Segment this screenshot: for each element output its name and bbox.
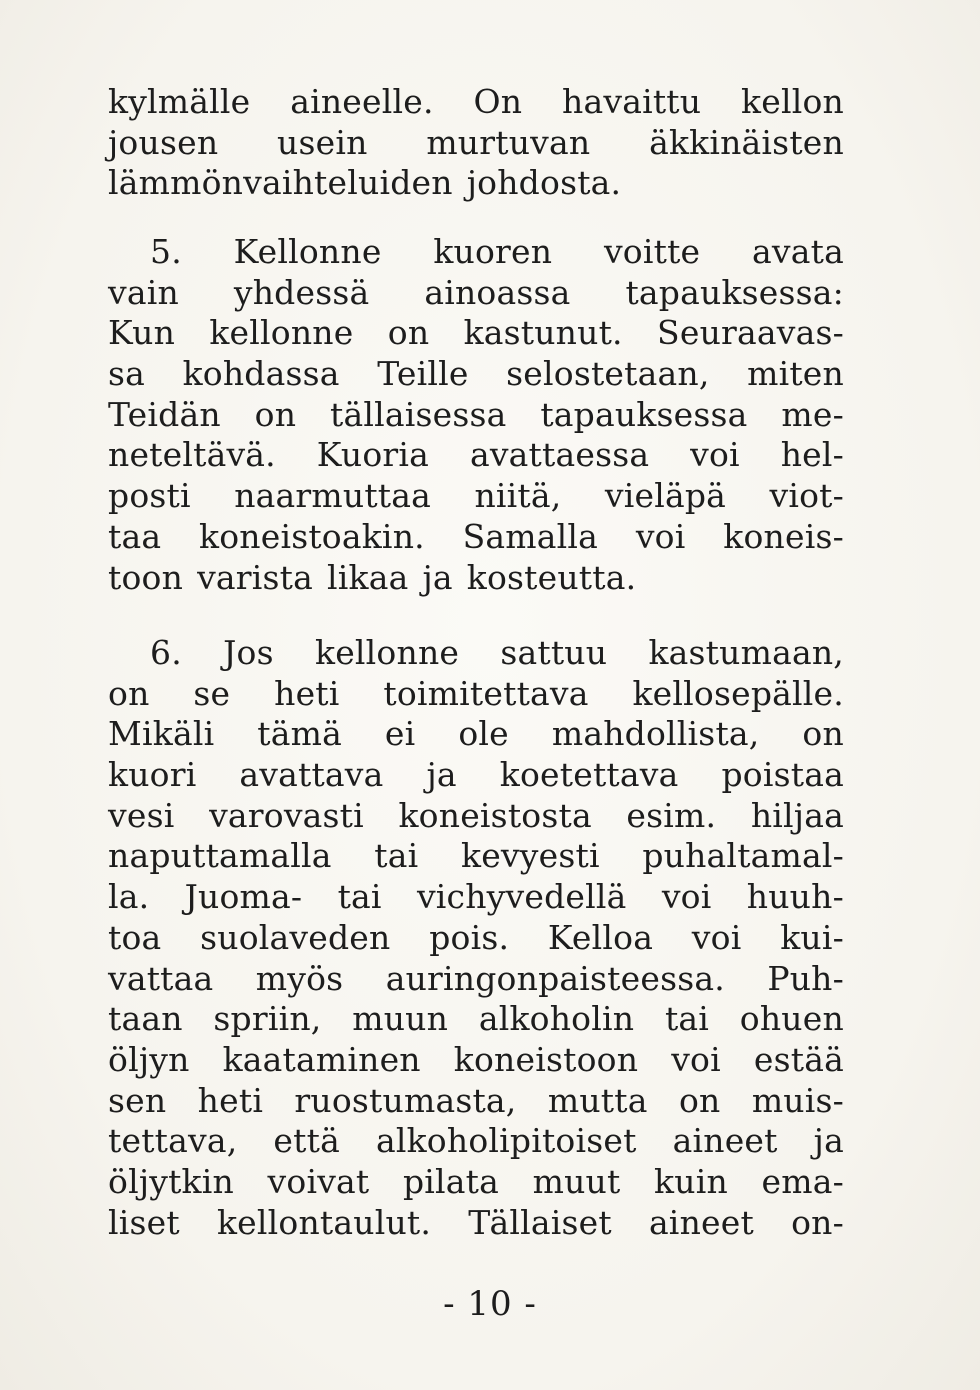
word: tapauksessa: <box>625 272 844 312</box>
word: tai <box>337 877 382 917</box>
word: naarmuttaa <box>234 476 431 516</box>
word: kuoren <box>433 232 553 271</box>
word: toa <box>108 917 162 957</box>
word: kui- <box>780 917 844 957</box>
word: kellontaulut. <box>216 1202 432 1242</box>
text-line <box>108 1121 844 1162</box>
word: sa <box>108 354 146 394</box>
text-line <box>108 714 844 755</box>
word: öljyn <box>108 1039 190 1079</box>
word: naputtamalla <box>108 836 332 876</box>
word: jousen <box>108 122 219 162</box>
word: vichyvedellä <box>416 877 627 917</box>
word: ole <box>458 714 509 754</box>
word: Puh- <box>767 958 844 998</box>
text-line <box>108 1081 844 1122</box>
word: Teidän <box>108 394 221 434</box>
word: la. <box>108 877 150 917</box>
word: lämmönvaihteluiden <box>108 163 453 203</box>
word: avattaessa <box>469 435 650 475</box>
text-line <box>108 82 844 123</box>
word: on <box>254 394 297 434</box>
word: Teille <box>377 354 469 394</box>
word: toon <box>108 557 184 597</box>
word: koetettava <box>499 755 679 795</box>
word: avata <box>752 232 844 271</box>
text-line <box>108 633 844 674</box>
word: äkkinäisten <box>649 122 844 162</box>
word: niitä, <box>474 476 562 516</box>
text-line <box>108 999 844 1040</box>
text-line <box>108 476 844 517</box>
word: kaataminen <box>222 1039 421 1079</box>
word: vain <box>108 272 179 312</box>
word: ja <box>422 557 453 597</box>
text-line <box>108 232 844 273</box>
word: varovasti <box>209 795 364 835</box>
word: voi <box>635 516 686 556</box>
word: suolaveden <box>200 917 391 957</box>
word: hel- <box>780 435 844 475</box>
word: kosteutta. <box>466 557 637 597</box>
text-line <box>108 755 844 796</box>
word: voi <box>661 877 712 917</box>
word: koneis- <box>723 516 844 556</box>
word: avattava <box>239 755 384 795</box>
word: pilata <box>402 1161 500 1201</box>
text-line <box>108 313 844 354</box>
word: öljytkin <box>108 1161 234 1201</box>
word: taa <box>108 516 162 556</box>
word: Tällaiset <box>468 1202 612 1242</box>
word: pois. <box>429 917 510 957</box>
word: toimitettava <box>383 673 589 713</box>
paragraph-6 <box>108 633 844 1243</box>
word: ainoassa <box>424 272 571 312</box>
word: sen <box>108 1080 167 1120</box>
text-line <box>108 959 844 1000</box>
word: tai <box>374 836 419 876</box>
word: kevyesti <box>461 836 600 876</box>
word: kohdassa <box>182 354 340 394</box>
word: selostetaan, <box>506 354 710 394</box>
word: Jos <box>223 633 274 672</box>
word: 6. <box>150 633 182 672</box>
word: auringonpaisteessa. <box>385 958 725 998</box>
word: voi <box>671 1039 721 1079</box>
word: hiljaa <box>750 795 844 835</box>
word: neteltävä. <box>108 435 276 475</box>
text-line <box>108 395 844 436</box>
word: ja <box>813 1121 844 1161</box>
word: esim. <box>626 795 717 835</box>
text-line <box>108 1040 844 1081</box>
word: taan <box>108 999 183 1039</box>
word: vattaa <box>108 958 214 998</box>
word: Kun <box>108 313 176 353</box>
word: muun <box>352 999 449 1039</box>
word: johdosta. <box>466 163 622 203</box>
word: kellosepälle. <box>632 673 844 713</box>
text-line <box>108 273 844 314</box>
word: tämä <box>257 714 342 754</box>
text-line <box>108 674 844 715</box>
word: kastumaan, <box>648 633 844 672</box>
word: alkoholin <box>478 999 635 1039</box>
word: ohuen <box>739 999 844 1039</box>
text-line <box>108 877 844 918</box>
word: Kellonne <box>233 232 382 271</box>
word: huuh- <box>746 877 844 917</box>
word: voi <box>691 917 742 957</box>
word: ja <box>426 755 457 795</box>
word: heti <box>274 673 340 713</box>
word: on <box>108 673 150 713</box>
paragraph-5 <box>108 232 844 598</box>
word: Juoma- <box>184 877 303 917</box>
word: liset <box>108 1202 180 1242</box>
word: se <box>193 673 231 713</box>
text-line <box>108 558 844 599</box>
word: Samalla <box>462 516 599 556</box>
word: aineelle. <box>290 82 434 121</box>
word: muut <box>532 1161 621 1201</box>
word: 5. <box>150 232 182 271</box>
word: mahdollista, <box>551 714 760 754</box>
word: Kelloa <box>547 917 654 957</box>
word: varista <box>197 557 313 597</box>
word: kuin <box>654 1161 728 1201</box>
word: usein <box>277 122 368 162</box>
word: tällaisessa <box>330 394 507 434</box>
word: aineet <box>648 1202 754 1242</box>
word: voivat <box>267 1161 370 1201</box>
page-number: - 10 - <box>443 1284 537 1324</box>
word: poistaa <box>721 755 844 795</box>
word: heti <box>197 1080 264 1120</box>
word: Kuoria <box>316 435 430 475</box>
word: koneistoon <box>453 1039 639 1079</box>
text-line <box>108 123 844 164</box>
word: ruostumasta, <box>294 1080 517 1120</box>
word: sattuu <box>500 633 608 672</box>
word: On <box>473 82 523 121</box>
text-line <box>108 796 844 837</box>
text-line <box>108 163 844 204</box>
word: tai <box>664 999 710 1039</box>
word: kuori <box>108 755 197 795</box>
text-line <box>108 836 844 877</box>
word: Mikäli <box>108 714 215 754</box>
text-line <box>108 354 844 395</box>
word: tapauksessa <box>540 394 748 434</box>
word: aineet <box>672 1121 778 1161</box>
word: on- <box>791 1202 844 1242</box>
word: muis- <box>751 1080 844 1120</box>
word: alkoholipitoiset <box>375 1121 637 1161</box>
text-line <box>108 1162 844 1203</box>
word: ema- <box>761 1161 844 1201</box>
text-line <box>108 517 844 558</box>
word: kellon <box>741 82 844 121</box>
word: puhaltamal- <box>642 836 844 876</box>
word: Seuraavas- <box>657 313 844 353</box>
text-line <box>108 435 844 476</box>
word: voitte <box>603 232 701 271</box>
word: koneistoakin. <box>199 516 425 556</box>
word: miten <box>747 354 844 394</box>
word: viot- <box>769 476 844 516</box>
word: kellonne <box>209 313 354 353</box>
word: vesi <box>108 795 175 835</box>
word: mutta <box>547 1080 648 1120</box>
word: kellonne <box>315 633 460 672</box>
word: että <box>273 1121 340 1161</box>
word: koneistosta <box>398 795 592 835</box>
word: on <box>387 313 430 353</box>
word: posti <box>108 476 191 516</box>
word: ei <box>384 714 416 754</box>
word: yhdessä <box>233 272 370 312</box>
word: voi <box>690 435 740 475</box>
word: estää <box>753 1039 844 1079</box>
word: likaa <box>326 557 409 597</box>
word: on <box>678 1080 721 1120</box>
word: on <box>802 714 844 754</box>
word: kastunut. <box>463 313 623 353</box>
word: murtuvan <box>426 122 591 162</box>
word: me- <box>781 394 844 434</box>
word: vieläpä <box>604 476 727 516</box>
word: spriin, <box>213 999 322 1039</box>
word: kylmälle <box>108 82 251 121</box>
word: myös <box>255 958 344 998</box>
text-line <box>108 918 844 959</box>
word: havaittu <box>562 82 702 121</box>
text-line <box>108 1203 844 1244</box>
paragraph-continuation <box>108 82 844 204</box>
word: tettava, <box>108 1121 238 1161</box>
